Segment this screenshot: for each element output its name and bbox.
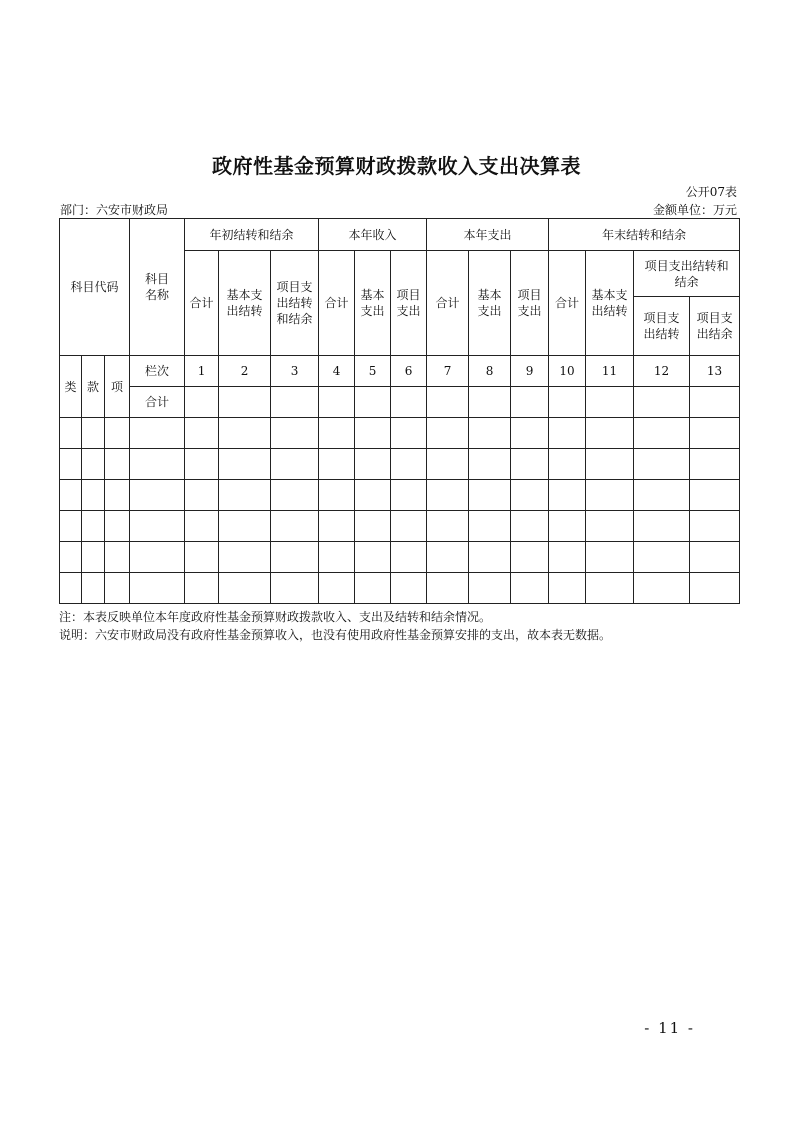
table-row (60, 573, 740, 604)
fund-budget-table (59, 218, 740, 604)
table-row (60, 418, 740, 449)
col-num: 2 (219, 356, 271, 387)
end-basic-carry-header: 基本支 出结转 (586, 251, 634, 356)
xiang-header: 项 (105, 356, 130, 418)
col-num: 6 (391, 356, 427, 387)
col-num: 1 (185, 356, 219, 387)
expense-project-header: 项目 支出 (511, 251, 549, 356)
subject-name-header: 科目 名称 (130, 219, 185, 356)
table-row (60, 449, 740, 480)
begin-project-carry-header: 项目支 出结转 和结余 (271, 251, 319, 356)
col-num: 12 (634, 356, 690, 387)
kuan-header: 款 (82, 356, 105, 418)
col-num: 8 (469, 356, 511, 387)
begin-balance-group-header: 年初结转和结余 (185, 219, 319, 251)
income-total-header: 合计 (319, 251, 355, 356)
total-row-label: 合计 (130, 387, 185, 418)
income-group-header: 本年收入 (319, 219, 427, 251)
col-num: 7 (427, 356, 469, 387)
col-num: 11 (586, 356, 634, 387)
form-number: 公开07表 (685, 185, 737, 199)
table-row (60, 542, 740, 573)
col-num: 9 (511, 356, 549, 387)
col-num: 13 (690, 356, 740, 387)
page-number: - 11 - (644, 1019, 695, 1037)
end-balance-group-header: 年末结转和结余 (549, 219, 740, 251)
table-explanation: 说明：六安市财政局没有政府性基金预算收入，也没有使用政府性基金预算安排的支出，故本表无数据。 (59, 628, 612, 642)
col-num: 3 (271, 356, 319, 387)
department-label: 部门：六安市财政局 (60, 203, 169, 217)
expense-group-header: 本年支出 (427, 219, 549, 251)
end-total-header: 合计 (549, 251, 586, 356)
table-row (60, 511, 740, 542)
income-basic-header: 基本 支出 (355, 251, 391, 356)
expense-basic-header: 基本 支出 (469, 251, 511, 356)
table-note: 注：本表反映单位本年度政府性基金预算财政拨款收入、支出及结转和结余情况。 (59, 610, 492, 624)
total-row (60, 387, 740, 418)
end-project-surplus-header: 项目支 出结余 (690, 297, 740, 356)
expense-total-header: 合计 (427, 251, 469, 356)
income-project-header: 项目 支出 (391, 251, 427, 356)
page-title: 政府性基金预算财政拨款收入支出决算表 (212, 154, 581, 178)
col-num: 4 (319, 356, 355, 387)
column-number-label: 栏次 (130, 356, 185, 387)
subject-code-header: 科目代码 (60, 219, 130, 356)
end-project-carry-header: 项目支 出结转 (634, 297, 690, 356)
end-project-group-header: 项目支出结转和 结余 (634, 251, 740, 297)
lei-header: 类 (60, 356, 82, 418)
begin-basic-carry-header: 基本支 出结转 (219, 251, 271, 356)
begin-total-header: 合计 (185, 251, 219, 356)
col-num: 5 (355, 356, 391, 387)
amount-unit-label: 金额单位：万元 (652, 203, 737, 217)
col-num: 10 (549, 356, 586, 387)
table-row (60, 480, 740, 511)
